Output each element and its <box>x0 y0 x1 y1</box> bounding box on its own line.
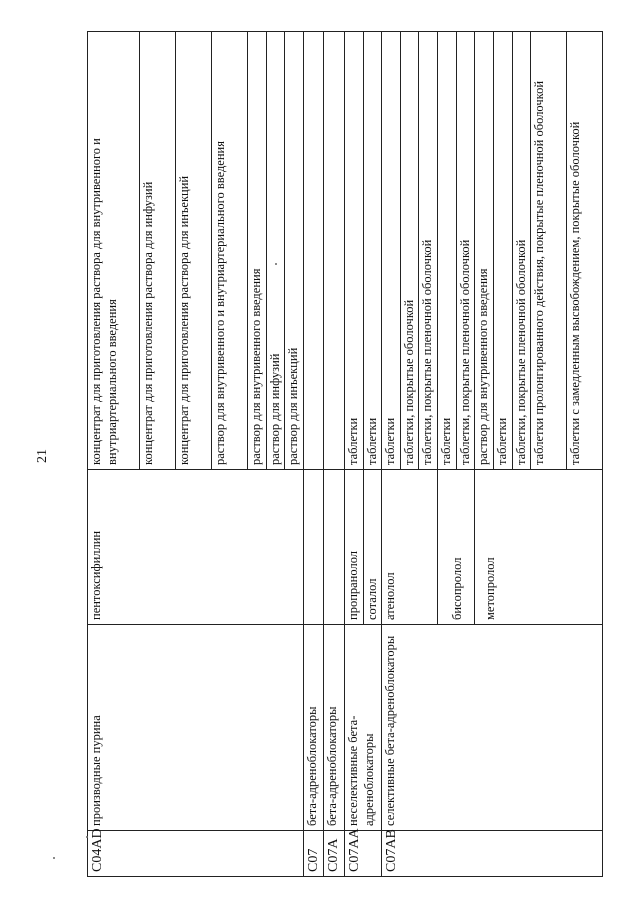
drug-name: метопролол <box>475 470 603 625</box>
dosage-form: раствор для внутривенного введения <box>475 32 494 470</box>
drug-name: атенолол <box>382 470 438 625</box>
dosage-form: концентрат для приготовления раствора для инъекций <box>176 32 212 470</box>
dosage-form: таблетки с замедленным высвобождением, покрытые оболочкой <box>567 32 603 470</box>
dosage-form: таблетки, покрытые оболочкой <box>400 32 419 470</box>
scan-speck <box>275 263 277 265</box>
page-number: 21 <box>35 449 50 463</box>
table-row <box>382 32 401 877</box>
drug-name: соталол <box>363 470 382 625</box>
drug-name: бисопролол <box>438 470 475 625</box>
atc-code: C07AB <box>382 831 603 877</box>
dosage-form: таблетки пролонгированного действия, покрытые пленочной оболочкой <box>531 32 567 470</box>
group-name: неселективные бета-адреноблокаторы <box>344 625 381 831</box>
atc-code: C07 <box>303 831 324 877</box>
drug-name: пропранолол <box>344 470 363 625</box>
atc-code: C04AD <box>88 831 304 877</box>
scan-speck <box>53 857 55 859</box>
group-name: селективные бета-адреноблокаторы <box>382 625 603 831</box>
table-row <box>324 32 345 877</box>
group-name: бета-адреноблокаторы <box>324 625 345 831</box>
dosage-form: таблетки, покрытые пленочной оболочкой <box>419 32 438 470</box>
group-name: производные пурина <box>88 625 304 831</box>
dosage-form: таблетки <box>493 32 512 470</box>
scan-speck <box>86 836 88 838</box>
table-row <box>303 32 324 877</box>
dosage-form: раствор для внутривенного введения <box>248 32 267 470</box>
atc-code: C07AA <box>344 831 381 877</box>
dosage-form: таблетки, покрытые пленочной оболочкой <box>456 32 475 470</box>
dosage-form: таблетки, покрытые пленочной оболочкой <box>512 32 531 470</box>
table-row <box>88 32 140 877</box>
dosage-form: таблетки <box>344 32 363 470</box>
group-name: бета-адреноблокаторы <box>303 625 324 831</box>
dosage-form: таблетки <box>382 32 401 470</box>
dosage-form: раствор для инфузий <box>266 32 285 470</box>
dosage-form: таблетки <box>438 32 457 470</box>
drug-table <box>87 32 583 877</box>
dosage-form: раствор для инъекций <box>285 32 304 470</box>
drug-name: пентоксифиллин <box>88 470 304 625</box>
dosage-form: раствор для внутривенного и внутриартериального введения <box>212 32 248 470</box>
atc-code: C07A <box>324 831 345 877</box>
dosage-form: концентрат для приготовления раствора для инфузий <box>140 32 176 470</box>
table-row <box>344 32 363 877</box>
dosage-form: концентрат для приготовления раствора для внутривенного и внутриартериального введения <box>88 32 140 470</box>
dosage-form: таблетки <box>363 32 382 470</box>
